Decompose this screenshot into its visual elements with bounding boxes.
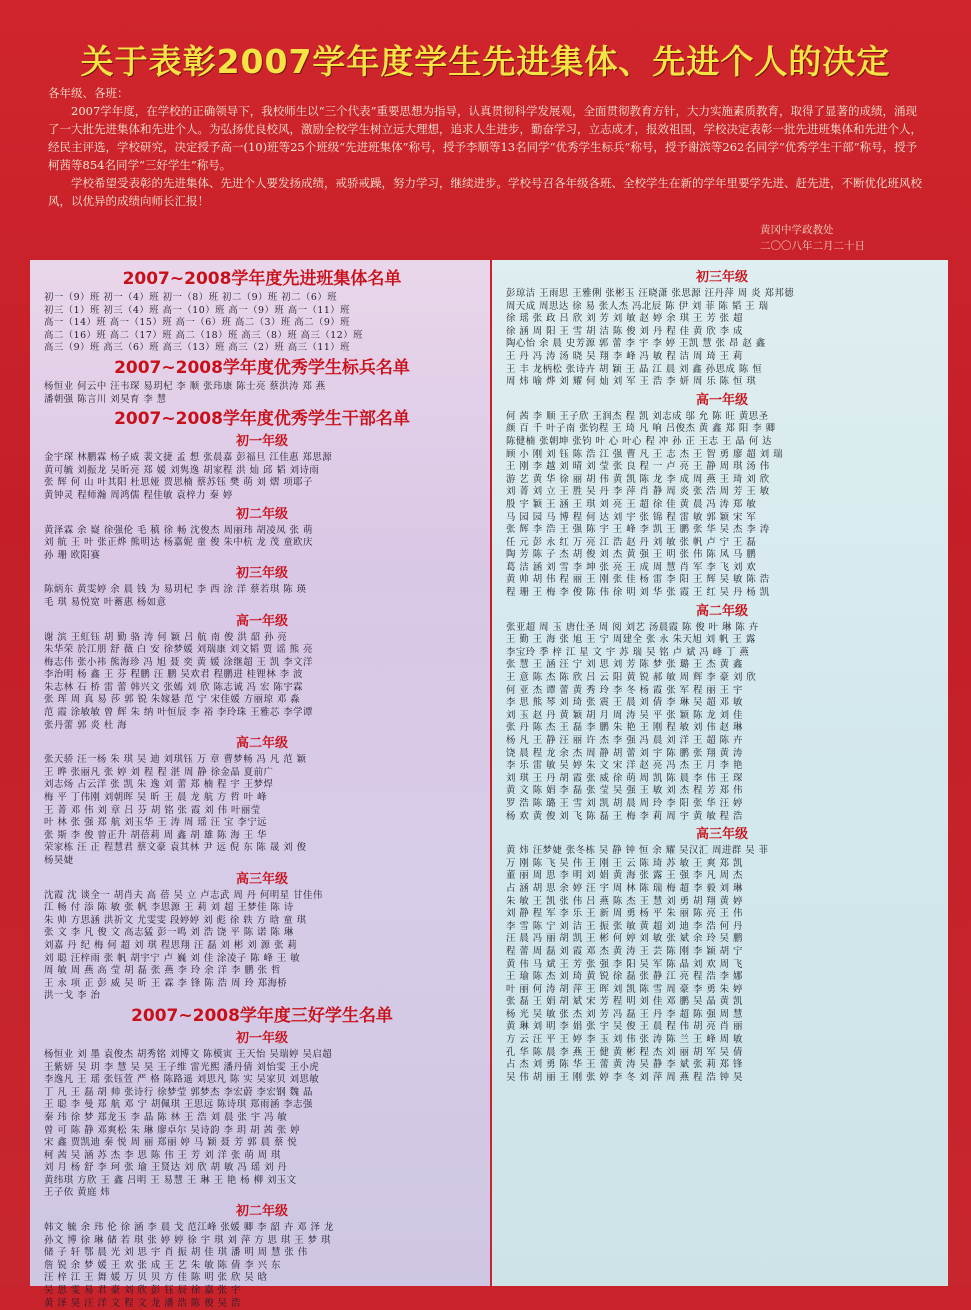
name-line: 张 斯 李 俊 曾正升 胡蓓莉 周 鑫 胡 雄 陈 海 王 华 [44, 829, 267, 841]
name-line: 朱 帅 方思涵 洪祈文 尤雯雯 段婷婷 刘 彪 徐 轶 方 晗 童 琪 [44, 914, 307, 926]
name-line: 王 瑜 陈 杰 刘 琦 黄 锐 徐 磊 张 静 江 亮 程 浩 李 娜 [506, 971, 743, 983]
name-list [44, 754, 480, 867]
name-line: 杨昊婕 [44, 855, 74, 866]
name-line: 王 刚 李 越 刘 晴 刘 莹 张 良 程 一 卢 亮 王 静 周 琪 汤 伟 [506, 461, 770, 473]
name-line: 董 丽 周 思 李 明 刘 娟 黄 海 张 露 王 强 李 凡 周 杰 [506, 870, 743, 882]
name-line: 高二（16）班 高二（17）班 高二（18）班 高三（8）班 高三（12）班 [44, 329, 363, 341]
name-line: 孙 珊 欧阳赛 [44, 549, 101, 561]
name-line: 占 涵 胡 思 余 婷 汪 宇 周 林 陈 瑞 梅 超 李 毅 刘 琳 [506, 882, 743, 894]
name-line: 刘 月 杨 舒 李 珂 张 瑜 王贤达 刘 欣 胡 敏 冯 瑶 刘 丹 [44, 1162, 288, 1174]
name-line: 高一（14）班 高一（15）班 高一（6）班 高二（3）班 高二（9）班 [44, 317, 351, 329]
name-line: 黄 伟 马 斌 王 芳 张 强 李 阳 吴 军 陈 晶 刘 欢 周 飞 [506, 958, 743, 970]
name-list [44, 632, 480, 733]
name-line: 黄可毓 刘振龙 吴昕亮 郑 媛 刘隽逸 胡家程 洪 灿 邱 韬 刘诗雨 [44, 464, 320, 476]
name-line: 李治明 杨 鑫 王 芬 程鹏 汪 鹏 吴欢君 程鹏进 桂锂林 李 波 [44, 669, 304, 681]
name-line: 孔 华 陈 晨 李 燕 王 健 黄 彬 程 杰 刘 丽 胡 军 吴 倩 [506, 1046, 743, 1058]
name-line: 黄泽霖 余 嶷 徐强伦 毛 稹 徐 畅 沈俊杰 周丽玮 胡凌凤 张 萌 [44, 524, 313, 536]
name-line: 梅志伟 张小祎 熊海珍 冯 旭 聂 奕 黄 媛 涂继超 王 凯 李文洋 [44, 656, 313, 668]
name-line: 韩文 毓 余 玮 伦 徐 涵 李 晨 戈 范江峰 张媛 卿 李 韶 卉 邓 泽 龙 [44, 1222, 334, 1234]
name-list [506, 622, 938, 824]
name-line: 李 乐 雷 敏 吴 婷 朱 文 宋 洋 赵 亮 冯 杰 王 月 李 艳 [506, 760, 743, 772]
signature-date: 二〇〇八年二月二十日 [760, 240, 865, 252]
name-line: 谢 滨 王虹钰 胡 勤 骆 涛 何 颖 吕 航 南 俊 洪 韶 孙 亮 [44, 631, 288, 643]
name-line: 丁 凡 王 磊 胡 帅 张诗行 徐梦莹 郭梦杰 李宏蔚 李宏钢 魏 晶 [44, 1086, 313, 1098]
salutation: 各年级、各班： [48, 86, 129, 100]
left-column [30, 260, 490, 1309]
name-line: 陈健楠 张朝坤 张钧 叶 心 叶心 程 冲 孙 正 王志 王 晶 何 达 [506, 435, 772, 447]
name-line: 万 刚 陈 飞 吴 伟 王 刚 王 云 陈 琦 苏 敏 王 爽 郑 凯 [506, 857, 743, 869]
name-line: 饶 晨 程 龙 余 杰 周 静 胡 蕾 刘 宇 陈 鹏 张 翔 黄 涛 [506, 747, 743, 759]
name-line: 刘 航 王 叶 张正烨 熊明达 杨嘉妮 童 俊 朱中杭 龙 茂 童欧庆 [44, 537, 313, 549]
name-line: 朱华荣 於江朋 舒 薇 白 安 徐梦媛 刘瑞康 刘文韬 贾 谣 熊 亮 [44, 644, 313, 656]
name-line: 王子依 黄庭 炜 [44, 1187, 111, 1199]
name-line: 李宝玲 季 梓 江 星 文 宇 苏 瑞 吴 铭 卢 斌 冯 峰 丁 燕 [506, 646, 750, 658]
name-line: 陶 芳 陈 子 杰 胡 俊 刘 杰 黄 强 王 明 张 伟 陈 凤 马 鹏 [506, 549, 757, 561]
name-list [44, 1049, 480, 1200]
name-line: 张天骄 汪一杨 朱 琪 吴 迪 刘琪钰 万 章 曹梦畅 冯 凡 范 颖 [44, 754, 307, 766]
name-list [44, 890, 480, 1003]
name-line: 王 晔 张丽凡 张 婷 刘 程 程 湛 周 静 徐金晶 夏前广 [44, 766, 274, 778]
name-line: 张 辉 李 浩 王 强 陈 宇 王 峰 李 凯 王 鹏 张 华 吴 杰 李 涛 [506, 524, 770, 536]
name-line: 吴 思 雯 易 君 豪 刘 欣 彭 钰 辰 徐 嘉 张 宇 [44, 1285, 241, 1297]
honor-list-panel [30, 260, 948, 1309]
name-line: 江 畅 付 添 陈 敏 张 帆 李思源 王 莉 刘 超 王梦佳 陈 诗 [44, 902, 294, 914]
intro-paragraph-1: 2007学年度，在学校的正确领导下，我校师生以“三个代表”重要思想为指导，认真贯彻科学发展观，全面贯彻教育方针，大力实施素质教育，取得了显著的成绩，涌现了一大批先进集体和先进个人。为弘扬优良校风，激励全校学生树立远大理想，追求人生进步，勤奋学习，立志成才，报效祖国，学校决定表彰一批先进班集体和先进个人，经民主评选，学校研究，决定授予高一(10)班等25个班级“先进班集体”称号，授予李顺等13名同学“优秀学生标兵”称号，授予谢滨等262名同学“优秀学生干部”称号，授予柯茜等854名同学“三好学生”称号。 [48, 104, 922, 172]
name-line: 王 菁 邓 伟 刘 章 吕 芬 胡 铭 张 霞 刘 伟 叶丽莹 [44, 804, 261, 816]
name-line: 金宇琛 林鹏霖 杨子威 裴文捷 孟 想 张晨嘉 彭福旦 江佳惠 郑思源 [44, 452, 333, 464]
grade-heading: 高一年级 [695, 392, 748, 408]
name-list [506, 845, 938, 1084]
name-line: 洪一戈 李 治 [44, 990, 101, 1002]
name-line: 杨 光 吴 敏 张 杰 刘 芳 冯 磊 王 丹 李 超 陈 强 周 慧 [506, 1008, 743, 1020]
name-line: 朱 敏 王 凯 张 伟 吕 燕 陈 杰 王 慧 刘 勇 胡 翔 黄 婷 [506, 895, 743, 907]
name-line: 孙文 博 徐 琳 储 若 琪 张 婷 婷 徐 宇 琪 刘 萍 方 思 琪 王 梦 琪 [44, 1234, 331, 1246]
right-column [492, 260, 948, 1286]
name-line: 储 子 轩 鄂 晨 光 刘 思 宇 肖 振 胡 佳 琪 潘 明 周 慧 张 伟 [44, 1247, 308, 1259]
name-line: 顾 小 刚 刘 钰 陈 浩 江 强 曹 凡 王 志 杰 王 智 勇 廖 超 刘 瑞 [506, 448, 783, 460]
intro-paragraph-2: 学校希望受表彰的先进集体、先进个人要发扬成绩，戒骄戒躁，努力学习，继续进步。学校号召各年级各班、全校学生在新的学年里要学先进、赶先进，不断优化班风校风，以优异的成绩向师长汇报！ [48, 176, 922, 208]
name-line: 程 蕾 周 磊 刘 霞 邓 杰 黄 涛 王 芸 陈 刚 李 颖 胡 宁 [506, 945, 743, 957]
name-line: 刘志炀 占云洋 张 凯 朱 逸 刘 蕾 郑 楠 程 宇 王梦焊 [44, 779, 274, 791]
name-line: 张 文 李 凡 俊 文 高志猛 彭一鸣 刘 浩 饶 平 陈 诺 陈 琳 [44, 927, 294, 939]
name-line: 张亚超 周 玉 唐仕圣 周 阅 刘艺 汤晨霞 陈 俊 叶 琳 陈 卉 [506, 621, 759, 633]
name-line: 初一（9）班 初一（4）班 初一（8）班 初二（9）班 初二（6）班 [44, 292, 338, 303]
name-line: 李 思 熊 琴 刘 琦 张 震 王 晨 刘 倩 李 琳 吴 超 邓 敏 [506, 697, 743, 709]
name-line: 刘 菁 刘 立 王 胜 吴 丹 李 萍 肖 静 周 炎 张 浩 周 芳 王 敏 [506, 486, 770, 498]
name-list [44, 584, 480, 609]
name-line: 詹 锐 余 梦 媛 王 欢 张 成 王 艺 朱 敏 陈 倩 李 兴 东 [44, 1259, 281, 1271]
name-line: 黄 炜 汪梦婕 张冬栋 吴 静 钟 恒 余 耀 吴汉汇 周进群 吴 菲 [506, 845, 769, 857]
name-line: 杨恒业 何云中 汪韦琛 易玥杞 李 顺 张玮康 陈士亮 蔡洪涛 郑 燕 [44, 380, 326, 392]
name-line: 黄纬琪 方欣 王 鑫 吕明 王 易慧 王 琳 王 艳 杨 柳 刘玉文 [44, 1174, 297, 1186]
name-line: 王 聪 李 曼 郑 航 邓 宁 胡佩琪 王思远 陈诗琪 郑雨涵 李志强 [44, 1099, 313, 1111]
grade-heading: 初三年级 [695, 270, 748, 285]
name-line: 毛 琪 易悦宽 叶蓄惠 杨如意 [44, 596, 167, 608]
name-line: 黄 琳 刘 明 李 娟 张 宇 吴 俊 王 晨 程 伟 胡 亮 肖 丽 [506, 1021, 743, 1033]
name-line: 张 丹 陈 杰 王 磊 李 鹏 朱 艳 王 刚 程 敏 刘 伟 赵 琳 [506, 722, 743, 734]
name-line: 范 霞 涂敏敏 曾 辉 朱 纳 叶恒辰 李 裕 李玲珠 王雅芯 李学谭 [44, 707, 313, 719]
section-heading: 2007~2008学年度优秀学生干部名单 [114, 409, 410, 430]
name-line: 方 云 汪 平 王 婷 李 玉 刘 伟 张 涛 陈 兰 王 峰 周 敏 [506, 1034, 743, 1046]
name-list [44, 525, 480, 563]
name-line: 刘 玉 赵 丹 黄 颖 胡 月 周 涛 吴 平 张 颖 陈 龙 刘 佳 [506, 709, 743, 721]
grade-heading: 初二年级 [235, 1204, 288, 1220]
name-list [506, 411, 938, 600]
grade-heading: 高二年级 [695, 603, 748, 619]
name-line: 叶 林 张 强 郑 航 刘玉华 王 涛 周 瑶 汪 宝 李宁远 [44, 817, 267, 829]
name-line: 葛 洁 涵 刘 雪 李 坤 张 亮 王 成 周 慧 肖 军 李 飞 刘 欢 [506, 561, 757, 573]
name-line: 高三（9）班 高三（6）班 高三（13）班 高三（2）班 高三（11）班 [44, 342, 351, 354]
name-line: 徐 瑶 张 政 吕 欣 刘 芳 刘 敏 赵 婷 余 琪 王 芳 张 超 [506, 313, 743, 325]
name-list [44, 452, 480, 502]
name-line: 荣家栋 汪 正 程慧君 蔡文豪 袁其林 尹 远 倪 东 陈 晟 刘 俊 [44, 842, 307, 854]
name-line: 柯 茜 吴 涵 苏 杰 李 思 陈 伟 王 芳 刘 洋 张 萌 周 琪 [44, 1149, 281, 1161]
name-list [506, 288, 938, 389]
name-line: 初三（1）班 初三（4）班 高一（10）班 高一（9）班 高一（11）班 [44, 304, 351, 316]
name-line: 秦 玮 徐 梦 郑龙玉 李 晶 陈 林 王 浩 刘 晨 张 宇 冯 敏 [44, 1111, 288, 1123]
section-heading: 2007~2008学年度先进班集体名单 [122, 269, 402, 289]
name-line: 梅 平 丁伟刚 刘朝晖 吴 昕 王 晨 龙 航 方 哲 叶 峰 [44, 792, 267, 804]
name-line: 李 雪 陈 宁 刘 洁 王 振 张 敏 黄 超 刘 迪 李 浩 何 丹 [506, 920, 743, 932]
name-line: 周 炜 喻 烨 刘 耀 何 灿 刘 军 王 浩 李 妍 周 乐 陈 恒 琪 [506, 376, 757, 388]
name-line: 李逸凡 王 瑶 张钰萱 严 格 陈路遥 刘思凡 陈 实 吴家贝 刘思敏 [44, 1074, 320, 1086]
grade-heading: 初一年级 [235, 434, 288, 450]
name-line: 罗 浩 陈 璐 王 雪 刘 凯 胡 晨 周 玲 李 阳 张 华 汪 婷 [506, 797, 743, 809]
name-line: 陈炳东 黄雯婷 余 晨 钱 为 易玥杞 李 西 涂 洋 蔡若琪 陈 瑛 [44, 584, 307, 596]
grade-heading: 高三年级 [235, 871, 288, 887]
name-line: 朱志林 石 桥 雷 蕾 韩兴文 张嫣 刘 欣 陈志诚 冯 宏 陈宇霖 [44, 681, 304, 693]
name-line: 刘 静 程 军 李 乐 王 新 周 勇 杨 平 朱 丽 陈 亮 王 伟 [506, 908, 743, 920]
name-line: 何 亚 杰 谭 蕾 黄 秀 玲 李 冬 杨 霞 张 军 程 丽 王 宇 [506, 684, 743, 696]
name-line: 潘朝强 陈言川 刘昊育 李 慧 [44, 393, 167, 405]
name-line: 吴 伟 胡 丽 王 刚 张 婷 李 冬 刘 萍 周 燕 程 浩 钟 昊 [506, 1071, 743, 1083]
name-line: 周 敏 周 燕 高 莹 胡 磊 张 燕 李 玲 余 洋 李 鹏 张 哲 [44, 965, 281, 977]
name-list [44, 381, 480, 406]
name-line: 王 永 项 正 彭 威 吴 昕 王 霖 李 锋 陈 浩 周 玲 郑海桥 [44, 977, 288, 989]
name-line: 徐 涵 周 阳 王 雪 胡 洁 陈 俊 刘 丹 程 佳 黄 欣 李 成 [506, 325, 743, 337]
name-line: 占 杰 刘 勇 陈 华 王 蕾 黄 涛 吴 静 李 斌 张 莉 郑 锋 [506, 1059, 743, 1071]
name-line: 彭琼洁 王雨思 王雅俐 张彬玉 汪晓潇 张思源 汪丹萍 周 炎 郑邦德 [506, 288, 795, 299]
section-heading: 2007~2008学年度三好学生名单 [131, 1005, 393, 1026]
name-line: 沈霞 沈 谈全一 胡肖夫 高 蓓 吴 立 卢志武 周 丹 何明星 甘佳伟 [44, 889, 323, 901]
name-line: 颜 百 千 叶子南 张钧程 王 琦 凡 响 吕俊杰 黄 鑫 郑 阳 李 卿 [506, 423, 776, 435]
name-line: 张 慧 王 涵 汪 宁 刘 思 刘 芳 陈 梦 张 璐 王 杰 黄 鑫 [506, 659, 743, 671]
name-line: 任 元 彭 永 红 万 亮 江 浩 赵 丹 刘 敏 张 帆 卢 宁 王 磊 [506, 536, 757, 548]
grade-heading: 高一年级 [235, 613, 288, 629]
page-title: 关于表彰2007学年度学生先进集体、先进个人的决定 [80, 42, 891, 81]
grade-heading: 高三年级 [695, 827, 748, 843]
name-line: 程 珊 王 梅 李 俊 陈 伟 徐 明 刘 华 张 霞 王 红 吴 丹 杨 凯 [506, 587, 770, 599]
name-line: 宋 鑫 贾凯迪 秦 悦 周 丽 郑丽 婷 马 颖 聂 芳 郭 晨 蔡 悦 [44, 1137, 298, 1149]
name-line: 殷 宇 颖 王 涵 王 琪 刘 亮 王 超 徐 佳 黄 晨 冯 涛 郑 敏 [506, 498, 757, 510]
name-line: 陶心怡 余 晨 史芳源 郭 蕾 李 宇 李 婷 王凯 慧 张 昂 赵 鑫 [506, 338, 766, 350]
name-line: 刘 聪 汪梓雨 张 帆 胡宇宁 卢 巍 刘 佳 涂凌子 陈 峰 王 敏 [44, 952, 301, 964]
name-line: 杨恒业 刘 墨 袁俊杰 胡秀铭 刘博文 陈模寅 王天怡 吴瑞婷 吴启超 [44, 1048, 333, 1060]
name-line: 黄钟灵 程师瀚 周鸿儒 程佳敏 袁梓力 秦 婷 [44, 489, 233, 501]
grade-heading: 初一年级 [235, 1030, 288, 1046]
name-line: 杨 凡 王 静 汪 丽 许 杰 李 强 冯 晨 刘 洋 王 超 陈 卉 [506, 735, 743, 746]
name-line: 马 园 园 马 博 程 何 达 刘 宇 张 锦 程 雷 敏 郭 颖 宋 军 [506, 511, 757, 523]
name-line: 张 珲 周 真 易 莎 郭 锐 朱嫁悬 范 宁 宋佳媛 方丽琼 邓 淼 [44, 694, 301, 706]
name-line: 汪 晨 冯 丽 胡 凯 王 彬 何 婷 刘 敏 张 斌 余 玲 吴 鹏 [506, 933, 743, 945]
name-line: 刘 琪 王 丹 胡 霞 张 威 徐 萌 周 凯 陈 晨 李 伟 王 琛 [506, 772, 743, 784]
name-line: 王 丰 龙柄松 张诗卉 胡 颖 王 晶 江 晨 刘 鑫 孙思成 陈 恒 [506, 363, 763, 375]
name-line: 王 意 陈 杰 陈 欣 吕 云 阳 黄 锐 郝 敏 周 辉 李 豪 刘 欣 [506, 672, 757, 684]
intro-text [48, 84, 928, 210]
name-list [44, 292, 480, 355]
name-line: 曾 可 陈 静 邓爽松 朱 琳 廖卓尔 吴诗韵 李 玥 胡 茜 张 婷 [44, 1124, 301, 1136]
name-line: 黄 泽 昊 汪 洋 文 程 文 龙 潘 浩 陈 俊 吴 浩 [44, 1297, 241, 1309]
name-list [44, 1222, 480, 1310]
name-line: 黄 文 陈 娟 李 磊 张 莹 吴 强 王 敏 刘 杰 程 芳 郑 伟 [506, 785, 743, 797]
name-line: 叶 丽 何 涛 胡 萍 王 晖 刘 凯 陈 雪 周 豪 李 勇 朱 婷 [506, 983, 743, 995]
name-line: 周天成 周思达 徐 易 张人杰 冯北辰 陈 伊 刘 菲 陈 韬 王 瑞 [506, 300, 769, 312]
name-line: 张 磊 王 娟 胡 斌 宋 芳 程 明 刘 佳 邓 鹏 吴 晶 黄 凯 [506, 996, 743, 1008]
name-line: 王紫妍 吴 玥 李 慧 吴 昊 王子维 雷光熙 潘丹倩 刘怡雯 王小虎 [44, 1061, 320, 1073]
section-heading: 2007~2008学年度优秀学生标兵名单 [114, 357, 410, 378]
name-line: 何 茜 李 顺 王子欣 王润杰 程 凯 刘志成 邬 允 陈 旺 黄思圣 [506, 410, 769, 422]
signature [760, 222, 920, 254]
grade-heading: 初二年级 [235, 506, 288, 522]
name-line: 张 辉 何 山 叶其阳 杜思娅 贾思楠 蔡苏钰 樊 萌 刘 熠 项耶子 [44, 477, 313, 489]
name-line: 王 丹 冯 涛 汤 晓 吴 翔 李 峰 冯 敏 程 洁 周 琦 王 莉 [506, 350, 743, 362]
name-line: 张丹蕾 郭 炎 杜 海 [44, 719, 128, 731]
grade-heading: 高二年级 [235, 736, 288, 752]
name-line: 黄 帅 胡 伟 程 丽 王 刚 张 佳 杨 雷 李 阳 王 辉 吴 敏 陈 浩 [506, 574, 770, 586]
grade-heading: 初三年级 [235, 566, 288, 582]
name-line: 游 艺 黄 华 徐 丽 胡 伟 黄 凯 陈 龙 李 成 周 燕 王 琦 刘 欣 [506, 473, 770, 485]
name-line: 刘嘉 丹 纪 梅 何 超 刘 琪 程思翔 汪 磊 刘 彬 刘 源 张 莉 [44, 939, 298, 951]
name-line: 汪 梓 江 王 舞 媛 万 贝 贝 方 佳 陈 明 张 欣 吴 晗 [44, 1272, 268, 1284]
name-line: 王 勤 王 海 张 旭 王 宁 周建全 张 永 朱天旭 刘 帆 王 露 [506, 634, 756, 646]
signature-org: 黄冈中学政教处 [760, 224, 834, 236]
name-line: 杨 欢 黄 俊 刘 飞 陈 磊 王 梅 李 莉 周 宇 黄 敏 程 浩 [506, 810, 743, 822]
